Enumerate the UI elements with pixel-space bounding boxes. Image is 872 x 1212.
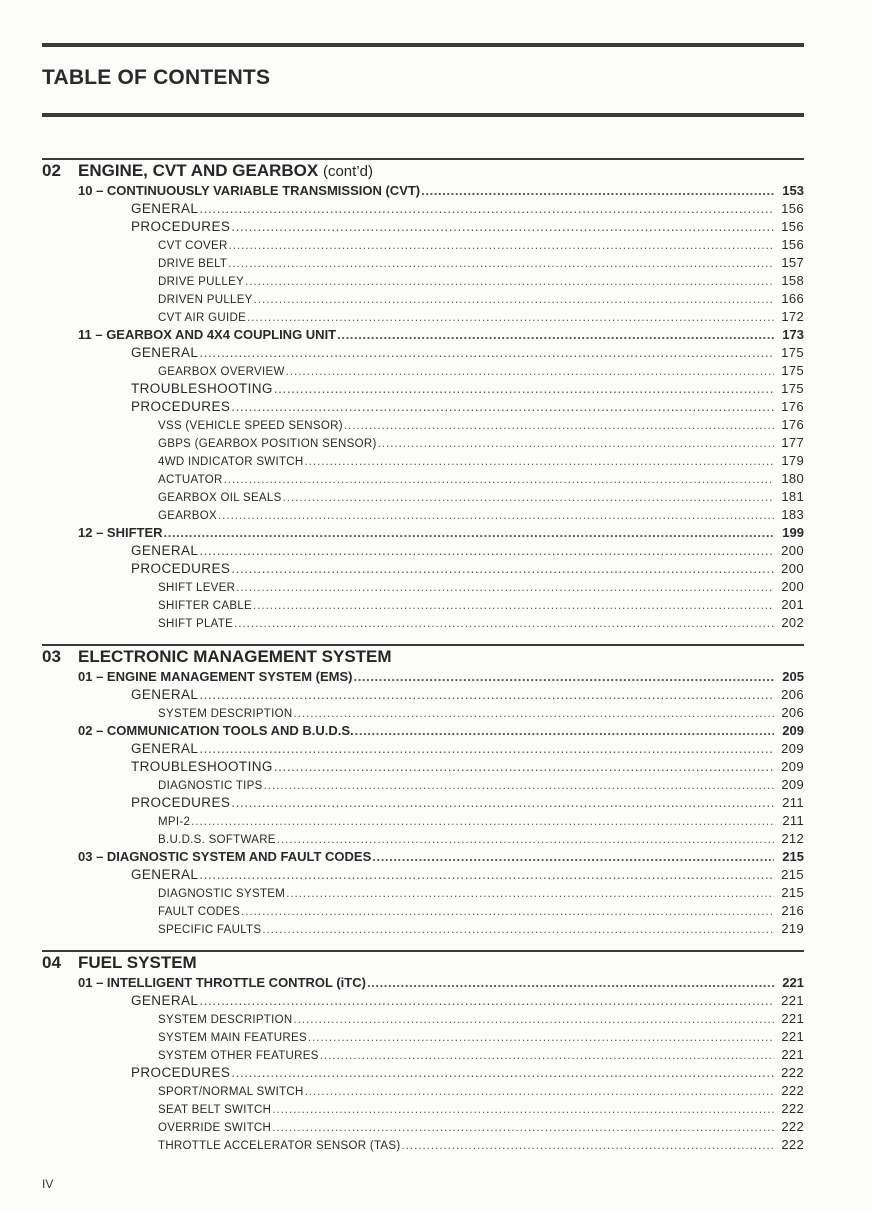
toc-entry-title: 12 – SHIFTER	[78, 525, 163, 540]
toc-entries	[42, 182, 804, 632]
toc-entry-title: SHIFT PLATE	[158, 618, 234, 630]
toc-entry[interactable]	[42, 1064, 804, 1082]
section-fuel-system	[42, 950, 804, 1154]
toc-entry-title: GBPS (GEARBOX POSITION SENSOR)	[158, 438, 377, 450]
dot-leader	[293, 705, 774, 723]
toc-entry-page: 177	[781, 435, 804, 450]
section-continued: (cont’d)	[322, 163, 373, 180]
dot-leader	[254, 291, 774, 309]
toc-entry[interactable]	[42, 992, 804, 1010]
dot-leader	[272, 1101, 774, 1119]
dot-leader	[378, 435, 774, 453]
dot-leader	[231, 794, 774, 812]
toc-entry[interactable]	[42, 722, 804, 740]
toc-entry-page: 209	[781, 777, 804, 792]
toc-entry-page: 181	[781, 489, 804, 504]
toc-entry[interactable]	[42, 344, 804, 362]
section-number: 03	[42, 647, 61, 666]
dot-leader	[218, 507, 774, 525]
toc-entry-page: 216	[781, 903, 804, 918]
toc-entry-page: 200	[781, 579, 804, 594]
toc-entry-page: 175	[781, 381, 804, 396]
toc-entry-title: 01 – INTELLIGENT THROTTLE CONTROL (iTC)	[78, 975, 366, 990]
dot-leader	[308, 1029, 774, 1047]
toc-entry-title: GENERAL	[131, 345, 199, 360]
dot-leader	[283, 489, 774, 507]
toc-entry-page: 166	[781, 291, 804, 306]
section-engine-cvt-gearbox	[42, 158, 804, 632]
toc-entry[interactable]	[42, 614, 804, 632]
section-heading	[42, 952, 804, 974]
dot-leader	[245, 273, 774, 291]
toc-entry[interactable]	[42, 884, 804, 902]
toc-entries	[42, 974, 804, 1154]
section-heading	[42, 160, 804, 182]
toc-entry[interactable]	[42, 1136, 804, 1154]
toc-entry[interactable]	[42, 830, 804, 848]
page-title: TABLE OF CONTENTS	[42, 66, 271, 89]
toc-entry-title: PROCEDURES	[131, 1065, 231, 1080]
toc-entry-title: B.U.D.S. SOFTWARE	[158, 834, 276, 846]
dot-leader	[305, 1083, 774, 1101]
dot-leader	[199, 542, 774, 560]
toc-entry-page: 206	[781, 705, 804, 720]
toc-entry[interactable]	[42, 326, 804, 344]
dot-leader	[231, 1064, 774, 1082]
toc-entry[interactable]	[42, 290, 804, 308]
toc-entry-page: 183	[781, 507, 804, 522]
dot-leader	[253, 597, 774, 615]
dot-leader	[344, 417, 774, 435]
dot-leader	[277, 831, 774, 849]
toc-entry-page: 209	[781, 759, 804, 774]
toc-entry-title: SHIFTER CABLE	[158, 600, 253, 612]
toc-entry-title: GENERAL	[131, 543, 199, 558]
dot-leader	[199, 992, 774, 1010]
dot-leader	[272, 1119, 774, 1137]
toc-entry-title: 03 – DIAGNOSTIC SYSTEM AND FAULT CODES	[78, 849, 372, 864]
section-title: ENGINE, CVT AND GEARBOX	[78, 161, 319, 180]
dot-leader	[241, 903, 774, 921]
toc-entry[interactable]	[42, 920, 804, 938]
dot-leader	[305, 453, 775, 471]
toc-entry-page: 158	[781, 273, 804, 288]
toc-entry[interactable]	[42, 272, 804, 290]
toc-entry[interactable]	[42, 542, 804, 560]
toc-entry[interactable]	[42, 470, 804, 488]
toc-entry-title: GENERAL	[131, 741, 199, 756]
toc-entry-page: 211	[782, 795, 804, 810]
toc-entry-title: SYSTEM DESCRIPTION	[158, 1014, 293, 1026]
section-heading	[42, 646, 804, 668]
toc-entry-page: 153	[782, 183, 804, 198]
toc-entry-title: TROUBLESHOOTING	[131, 381, 273, 396]
section-number: 04	[42, 953, 61, 972]
toc-entry-title: OVERRIDE SWITCH	[158, 1122, 272, 1134]
toc-entry-title: GEARBOX OVERVIEW	[158, 366, 285, 378]
dot-leader	[402, 1137, 775, 1155]
section-electronic-management	[42, 644, 804, 938]
toc-entry-page: 222	[781, 1101, 804, 1116]
toc-entry[interactable]	[42, 524, 804, 542]
toc-entry[interactable]	[42, 902, 804, 920]
toc-entry[interactable]	[42, 1118, 804, 1136]
toc-entry-title: SYSTEM OTHER FEATURES	[158, 1050, 319, 1062]
toc-entry-page: 176	[781, 417, 804, 432]
dot-leader	[199, 740, 774, 758]
dot-leader	[262, 921, 774, 939]
toc-entry-title: FAULT CODES	[158, 906, 241, 918]
toc-entry-title: CVT AIR GUIDE	[158, 312, 247, 324]
toc-entry[interactable]	[42, 1028, 804, 1046]
toc-entries	[42, 668, 804, 938]
toc-entry-title: TROUBLESHOOTING	[131, 759, 273, 774]
toc-entry-title: SPORT/NORMAL SWITCH	[158, 1086, 304, 1098]
toc-entry[interactable]	[42, 866, 804, 884]
toc-entry-title: GENERAL	[131, 687, 199, 702]
dot-leader	[199, 866, 774, 884]
toc-entry-page: 209	[782, 723, 804, 738]
page-number: IV	[42, 1177, 54, 1191]
toc-entry[interactable]	[42, 200, 804, 218]
dot-leader	[231, 560, 774, 578]
toc-entry-title: GENERAL	[131, 993, 199, 1008]
toc-entry[interactable]	[42, 380, 804, 398]
toc-entry[interactable]	[42, 416, 804, 434]
toc-entry-page: 176	[781, 399, 804, 414]
dot-leader	[264, 777, 774, 795]
toc-entry[interactable]	[42, 686, 804, 704]
toc-entry-page: 202	[781, 615, 804, 630]
toc-entry-page: 200	[781, 543, 804, 558]
toc-entry-page: 175	[781, 345, 804, 360]
toc-entry[interactable]	[42, 434, 804, 452]
dot-leader	[293, 1011, 774, 1029]
section-title: FUEL SYSTEM	[78, 953, 197, 972]
dot-leader	[199, 200, 774, 218]
toc-entry[interactable]	[42, 308, 804, 326]
toc-entry-title: 01 – ENGINE MANAGEMENT SYSTEM (EMS)	[78, 669, 353, 684]
dot-leader	[247, 309, 774, 327]
toc-entry[interactable]	[42, 452, 804, 470]
toc-entry[interactable]	[42, 1010, 804, 1028]
section-number: 02	[42, 161, 61, 180]
dot-leader	[236, 579, 774, 597]
dot-leader	[337, 326, 774, 344]
toc-entry[interactable]	[42, 704, 804, 722]
toc-entry-title: 11 – GEARBOX AND 4X4 COUPLING UNIT	[78, 327, 337, 342]
toc-entry[interactable]	[42, 488, 804, 506]
toc-entry-title: GENERAL	[131, 201, 199, 216]
toc-entry-page: 211	[782, 813, 804, 828]
dot-leader	[286, 885, 774, 903]
toc-entry-page: 179	[781, 453, 804, 468]
toc-entry-page: 221	[781, 1011, 804, 1026]
toc-entry-page: 221	[782, 975, 804, 990]
dot-leader	[234, 615, 774, 633]
toc-entry-title: GENERAL	[131, 867, 199, 882]
toc-entry-title: SPECIFIC FAULTS	[158, 924, 262, 936]
toc-entry-page: 156	[781, 219, 804, 234]
toc-entry-page: 172	[781, 309, 804, 324]
toc-entry-title: CVT COVER	[158, 240, 228, 252]
toc-entry-title: GEARBOX	[158, 510, 217, 522]
toc-entry-page: 212	[781, 831, 804, 846]
toc-entry-title: VSS (VEHICLE SPEED SENSOR)	[158, 420, 343, 432]
toc-entry[interactable]	[42, 182, 804, 200]
toc-entry-title: THROTTLE ACCELERATOR SENSOR (TAS)	[158, 1140, 401, 1152]
toc-entry[interactable]	[42, 848, 804, 866]
toc-entry-page: 173	[782, 327, 804, 342]
toc-entry-title: SHIFT LEVER	[158, 582, 236, 594]
toc-entry-title: ACTUATOR	[158, 474, 223, 486]
toc-entry-page: 222	[781, 1083, 804, 1098]
toc-entry-page: 175	[781, 363, 804, 378]
toc-entry[interactable]	[42, 218, 804, 236]
toc-entry-page: 157	[781, 255, 804, 270]
dot-leader	[231, 398, 774, 416]
toc-entry-title: 10 – CONTINUOUSLY VARIABLE TRANSMISSION (CVT)	[78, 183, 421, 198]
toc-entry-page: 221	[781, 1047, 804, 1062]
toc-entry[interactable]	[42, 578, 804, 596]
dot-leader	[164, 524, 774, 542]
toc-entry-title: DRIVEN PULLEY	[158, 294, 253, 306]
toc-entry-title: PROCEDURES	[131, 219, 231, 234]
toc-entry-page: 221	[781, 1029, 804, 1044]
toc-entry-title: GEARBOX OIL SEALS	[158, 492, 282, 504]
dot-leader	[286, 363, 774, 381]
toc-entry-page: 205	[782, 669, 804, 684]
toc-entry-page: 156	[781, 201, 804, 216]
toc-entry-title: SEAT BELT SWITCH	[158, 1104, 272, 1116]
toc-entry-page: 221	[781, 993, 804, 1008]
toc-entry-title: DIAGNOSTIC SYSTEM	[158, 888, 286, 900]
dot-leader	[320, 1047, 774, 1065]
toc-entry[interactable]	[42, 362, 804, 380]
toc-entry-page: 206	[781, 687, 804, 702]
toc-entry-title: DRIVE PULLEY	[158, 276, 245, 288]
dot-leader	[224, 471, 774, 489]
toc-entry-title: PROCEDURES	[131, 795, 231, 810]
dot-leader	[355, 722, 774, 740]
toc-entry-title: 02 – COMMUNICATION TOOLS AND B.U.D.S.	[78, 723, 354, 738]
dot-leader	[228, 255, 774, 273]
toc-entry-page: 201	[781, 597, 804, 612]
toc-entry-page: 199	[782, 525, 804, 540]
toc-entry[interactable]	[42, 668, 804, 686]
toc-entry-page: 200	[781, 561, 804, 576]
toc-entry[interactable]	[42, 398, 804, 416]
toc-entry-title: PROCEDURES	[131, 399, 231, 414]
toc-entry[interactable]	[42, 758, 804, 776]
toc-entry-title: PROCEDURES	[131, 561, 231, 576]
toc-entry[interactable]	[42, 974, 804, 992]
toc-entry[interactable]	[42, 812, 804, 830]
toc-entry-page: 222	[781, 1065, 804, 1080]
dot-leader	[353, 668, 774, 686]
dot-leader	[199, 344, 774, 362]
title-rule	[42, 113, 804, 117]
toc-entry-page: 222	[781, 1137, 804, 1152]
toc-entry-page: 215	[781, 885, 804, 900]
toc-entry-title: 4WD INDICATOR SWITCH	[158, 456, 304, 468]
toc-entry[interactable]	[42, 560, 804, 578]
toc-entry-page: 156	[781, 237, 804, 252]
toc-entry-page: 222	[781, 1119, 804, 1134]
dot-leader	[199, 686, 774, 704]
toc-entry-title: SYSTEM MAIN FEATURES	[158, 1032, 307, 1044]
toc-entry[interactable]	[42, 1100, 804, 1118]
dot-leader	[229, 237, 774, 255]
toc-entry[interactable]	[42, 506, 804, 524]
toc-entry-page: 215	[781, 867, 804, 882]
toc-entry-title: SYSTEM DESCRIPTION	[158, 708, 293, 720]
toc-entry-page: 219	[781, 921, 804, 936]
toc-entry[interactable]	[42, 1082, 804, 1100]
dot-leader	[421, 182, 774, 200]
dot-leader	[367, 974, 774, 992]
section-title: ELECTRONIC MANAGEMENT SYSTEM	[78, 647, 392, 666]
header-rule	[42, 43, 804, 47]
dot-leader	[231, 218, 774, 236]
toc-entry-page: 209	[781, 741, 804, 756]
dot-leader	[274, 380, 774, 398]
toc-entry[interactable]	[42, 794, 804, 812]
dot-leader	[274, 758, 774, 776]
toc-entry[interactable]	[42, 254, 804, 272]
toc-entry[interactable]	[42, 1046, 804, 1064]
toc-entry[interactable]	[42, 740, 804, 758]
toc-entry-title: DIAGNOSTIC TIPS	[158, 780, 263, 792]
toc-entry-page: 215	[782, 849, 804, 864]
toc-entry-title: MPI-2	[158, 816, 191, 828]
toc-entry-title: DRIVE BELT	[158, 258, 228, 270]
dot-leader	[372, 848, 774, 866]
dot-leader	[191, 813, 774, 831]
toc-entry[interactable]	[42, 596, 804, 614]
toc-entry[interactable]	[42, 776, 804, 794]
toc-entry-page: 180	[781, 471, 804, 486]
toc-entry[interactable]	[42, 236, 804, 254]
